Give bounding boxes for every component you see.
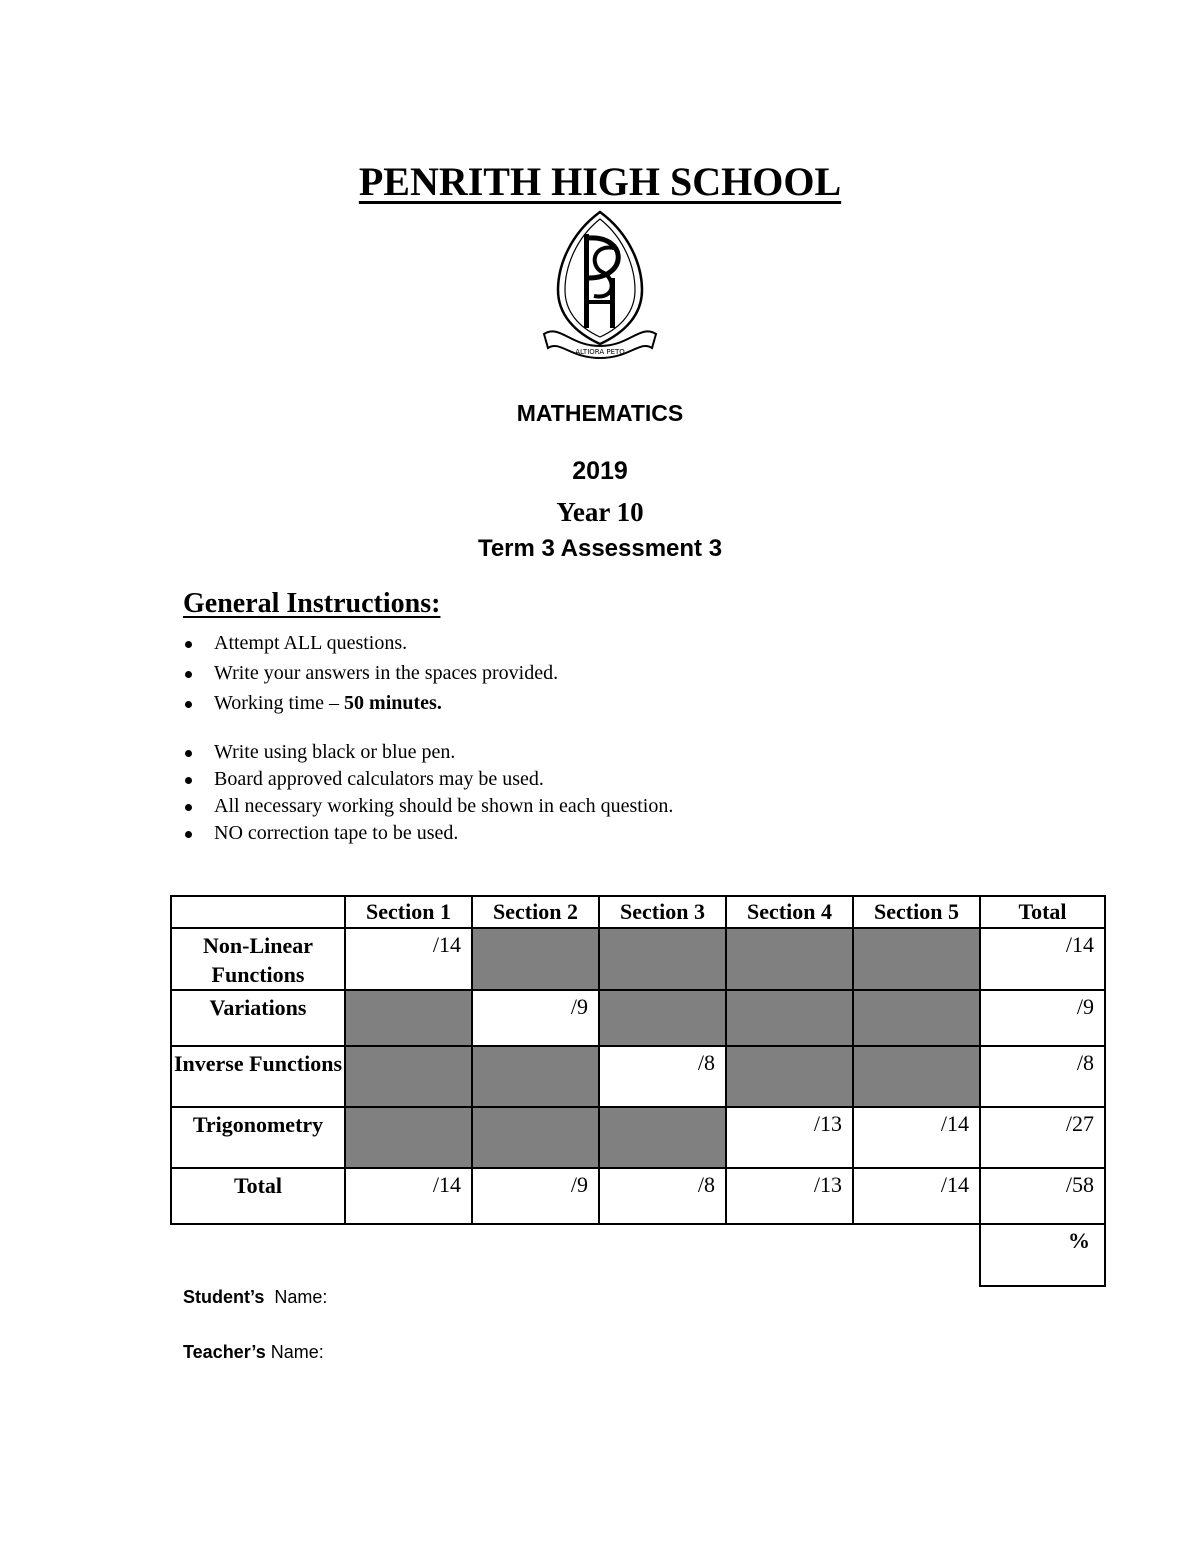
column-header: Section 2: [472, 896, 599, 928]
mark-cell: /9: [472, 990, 599, 1046]
shaded-cell: [853, 1046, 980, 1107]
working-time-value: 50 minutes.: [344, 692, 442, 714]
column-header: Total: [980, 896, 1105, 928]
subject-title: MATHEMATICS: [516, 400, 684, 426]
instruction-item: All necessary working should be shown in each question.: [183, 794, 673, 821]
shaded-cell: [345, 990, 472, 1046]
table-corner-cell: [171, 896, 345, 928]
table-row: [171, 1046, 1105, 1107]
mark-cell: /14: [853, 1107, 980, 1168]
column-header: Section 5: [853, 896, 980, 928]
column-header: Section 1: [345, 896, 472, 928]
table-row: [171, 928, 1105, 990]
table-header-row: [171, 896, 1105, 928]
instruction-item: Write using black or blue pen.: [183, 740, 673, 767]
shaded-cell: [726, 990, 853, 1046]
shaded-cell: [853, 928, 980, 990]
instruction-item: NO correction tape to be used.: [183, 821, 673, 848]
year-level: Year 10: [556, 497, 644, 527]
shaded-cell: [853, 990, 980, 1046]
mark-cell: /8: [980, 1046, 1105, 1107]
row-label: Total: [171, 1168, 345, 1224]
mark-cell: /9: [980, 990, 1105, 1046]
mark-cell: /27: [980, 1107, 1105, 1168]
mark-cell: /8: [599, 1168, 726, 1224]
instruction-item: Write your answers in the spaces provided.: [183, 660, 558, 690]
shaded-cell: [599, 928, 726, 990]
instructions-list-primary: [183, 630, 558, 720]
svg-text:ALTIORA PETO: ALTIORA PETO: [575, 348, 625, 356]
school-crest-logo: [540, 208, 660, 368]
table-row: [171, 1107, 1105, 1168]
instructions-list-secondary: [183, 740, 673, 848]
mark-cell: /14: [853, 1168, 980, 1224]
shaded-cell: [599, 1107, 726, 1168]
row-label: Inverse Functions: [171, 1046, 345, 1107]
mark-cell: /13: [726, 1107, 853, 1168]
shaded-cell: [599, 990, 726, 1046]
shaded-cell: [726, 928, 853, 990]
instruction-item: Attempt ALL questions.: [183, 630, 558, 660]
row-label: Trigonometry: [171, 1107, 345, 1168]
table-row-percent: [171, 1224, 1105, 1286]
row-label: Non-Linear Functions: [171, 928, 345, 990]
table-row-total: [171, 1168, 1105, 1224]
shaded-cell: [345, 1107, 472, 1168]
shaded-cell: [472, 1046, 599, 1107]
mark-cell: /9: [472, 1168, 599, 1224]
teacher-name-label: Teacher’s Name:: [183, 1342, 324, 1362]
mark-cell: /58: [980, 1168, 1105, 1224]
marks-table: [170, 895, 1106, 1287]
mark-cell: /13: [726, 1168, 853, 1224]
column-header: Section 4: [726, 896, 853, 928]
table-row: [171, 990, 1105, 1046]
shaded-cell: [472, 1107, 599, 1168]
mark-cell: /14: [980, 928, 1105, 990]
row-label: Variations: [171, 990, 345, 1046]
school-title: PENRITH HIGH SCHOOL: [358, 159, 842, 204]
mark-cell: /14: [345, 1168, 472, 1224]
column-header: Section 3: [599, 896, 726, 928]
mark-cell: /8: [599, 1046, 726, 1107]
mark-cell: /14: [345, 928, 472, 990]
student-name-label: Student’s Name:: [183, 1287, 328, 1307]
assessment-title: Term 3 Assessment 3: [477, 535, 723, 562]
instruction-item: Board approved calculators may be used.: [183, 767, 673, 794]
instructions-heading: General Instructions:: [183, 588, 441, 619]
instruction-item: Working time – 50 minutes.: [183, 690, 558, 720]
shaded-cell: [726, 1046, 853, 1107]
shaded-cell: [345, 1046, 472, 1107]
exam-year: 2019: [572, 457, 628, 485]
percent-cell: %: [980, 1224, 1105, 1286]
shaded-cell: [472, 928, 599, 990]
